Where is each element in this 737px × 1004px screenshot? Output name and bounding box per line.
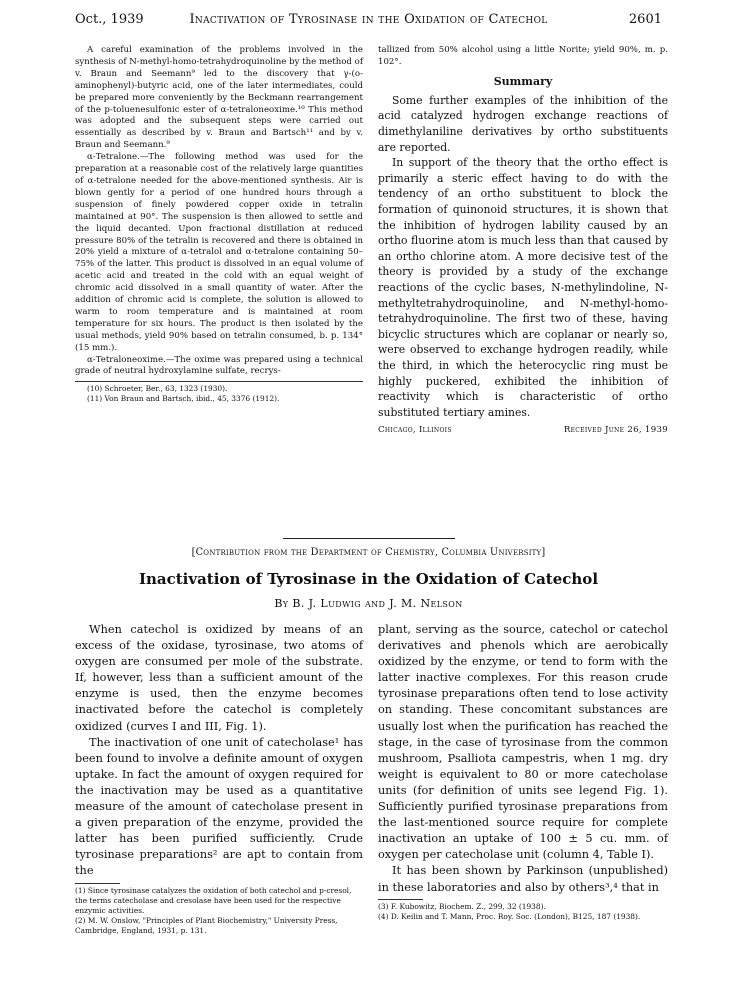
paragraph-tetralone xyxy=(75,152,363,354)
body-paragraph-4: It has been shown by Parkinson (unpublished) in these laboratories and also by others³,⁴ that in xyxy=(378,864,668,894)
issue-date: Oct., 1939 xyxy=(75,12,144,27)
body-paragraph-2: The inactivation of one unit of catecholase¹ has been found to involve a definite amount of oxygen uptake. In fact the amount of oxygen required for the inactivation may be used as a quantitative measure of the amount of catecholase present in a given preparation of the enzyme, provided the latter has been purified sufficiently. Crude tyrosinase preparations² are apt to contain from the xyxy=(75,735,363,878)
footnote-4: (4) D. Keilin and T. Mann, Proc. Roy. Soc. (London), B125, 187 (1938). xyxy=(378,911,641,921)
body-paragraph-3: plant, serving as the source, catechol or catechol derivatives and phenols which are aerobically oxidized by the enzyme, or tend to form with the latter inactive complexes. For this reason crude tyrosinase preparations often tend to lose activity on standing. These concomitant substances are usually lost when the purification has reached the stage, in the case of tyrosinase from the common mushroom, Psalliota campestris, when 1 mg. dry weight is equivalent to 80 or more catecholase units (for definition of units see legend Fig. 1). Sufficiently purified tyrosinase preparations from the last-mentioned source require for complete inactivation an uptake of 100 ± 5 cu. mm. of oxygen per catecholase unit (column 4, Table I). xyxy=(378,623,668,862)
tetralone-heading: α-Tetralone. xyxy=(87,152,140,163)
page-number: 2601 xyxy=(628,12,662,27)
body-paragraph-1: When catechol is oxidized by means of an excess of the oxidase, tyrosinase, two atoms of oxygen are consumed per mole of the substrate. If, however, less than a sufficient amount of the enzyme is used, then the enzyme becomes inactivated before the catechol is completely oxidized (curves I and III, Fig. 1). xyxy=(75,623,363,733)
footnote-1: (1) Since tyrosinase catalyzes the oxidation of both catechol and p-cresol, the terms catecholase and cresolase have been used for the respective enzymic activities. xyxy=(75,885,352,915)
footnote-2: (2) M. W. Onslow, "Principles of Plant Biochemistry," University Press, Cambridge, England, 1931, p. 131. xyxy=(75,915,338,935)
signature-line xyxy=(378,425,668,435)
paragraph-synthesis: A careful examination of the problems involved in the synthesis of N-methyl-homo-tetrahydroquinoline by the method of v. Braun and Seemann⁹ led to the discovery that γ-(o-aminophenyl)-butyric acid, one of the later intermediates, could be prepared more conveniently by the Beckmann rearrangement of the p-toluenesulfonic ester of α-tetraloneoxime.¹⁰ This method was adopted and the subsequent steps were carried out essentially as described by v. Braun and Bartsch¹¹ and by v. Braun and Seemann.⁹ xyxy=(75,45,363,151)
paragraph-tetraloneoxime xyxy=(75,355,363,379)
footnote-rule xyxy=(75,883,120,884)
body-left-column xyxy=(75,622,363,936)
footnote-rule xyxy=(75,381,363,382)
recrystallization-text: tallized from 50% alcohol using a little Norite; yield 90%, m. p. 102°. xyxy=(378,45,668,67)
summary-heading: Summary xyxy=(493,74,553,88)
summary-paragraph-1: Some further examples of the inhibition of the acid catalyzed hydrogen exchange reactions of dimethylaniline derivatives by ortho substituents are reported. xyxy=(378,93,668,154)
left-column-top xyxy=(75,45,363,404)
location: Chicago, Illinois xyxy=(378,425,452,436)
article-title: Inactivation of Tyrosinase in the Oxidation of Catechol xyxy=(138,570,599,588)
running-title: Inactivation of Tyrosinase in the Oxidation of Catechol xyxy=(189,12,548,27)
received-date: Received June 26, 1939 xyxy=(563,425,668,436)
summary-paragraph-2: In support of the theory that the ortho effect is primarily a steric effect having to do with the tendency of an ortho substituent to block the formation of quinonoid structures, it is shown that the inhibition of hydrogen lability caused by an ortho fluorine atom is much less than that caused by an ortho chlorine atom. A more decisive test of the theory is provided by a study of the exchange reactions of the cyclic bases, N-methylindoline, N-methyltetrahydroquinoline, and N-methyl-homo-tetrahydroquinoline. The first two of these, having bicyclic structures which are coplanar or nearly so, were observed to exchange hydrogen readily, while the third, in which the heterocyclic ring must be highly puckered, exhibited the inhibition of reactivity which is characteristic of ortho substituted tertiary amines. xyxy=(378,156,668,419)
footnote-11: (11) Von Braun and Bartsch, ibid., 45, 3376 (1912). xyxy=(87,394,280,404)
body-right-column xyxy=(378,622,668,922)
footnote-rule xyxy=(378,899,423,900)
tetralone-text: —The following method was used for the preparation at a reasonable cost of the relatively large quantities of α-tetralone needed for the above-mentioned synthesis. Air is blown gently for a period of one hundred hours through a suspension of finely powdered copper oxide in tetralin maintained at 90°. The suspension is then allowed to settle and the liquid decanted. Upon fractional distillation at reduced pressure 80% of the tetralin is recovered and there is obtained in 20% yield a mixture of α-tetralol and α-tetralone containing 50–75% of the latter. This product is dissolved in an equal volume of acetic acid and treated in the cold with an equal weight of chromic acid dissolved in a small quantity of water. After the addition of chromic acid is complete, the solution is allowed to warm to room temperature and is maintained at room temperature for six hours. The product is then isolated by the usual methods, yield 90% based on tetralin consumed, b. p. 134° (15 mm.). xyxy=(75,152,363,353)
article-byline: By B. J. Ludwig and J. M. Nelson xyxy=(274,597,463,610)
footnote-10: (10) Schroeter, Ber., 63, 1323 (1930). xyxy=(87,384,228,394)
contribution-note: [Contribution from the Department of Chemistry, Columbia University] xyxy=(191,547,546,558)
footnote-3: (3) F. Kubowitz, Biochem. Z., 299, 32 (1938). xyxy=(378,901,546,911)
right-column-top xyxy=(378,45,668,435)
running-header xyxy=(75,12,662,34)
section-divider xyxy=(283,538,455,539)
tetraloneoxime-heading: α-Tetraloneoxime. xyxy=(87,354,166,365)
tetraloneoxime-text: —The oxime was prepared using a technical grade of neutral hydroxylamine sulfate, recrys- xyxy=(75,354,363,377)
